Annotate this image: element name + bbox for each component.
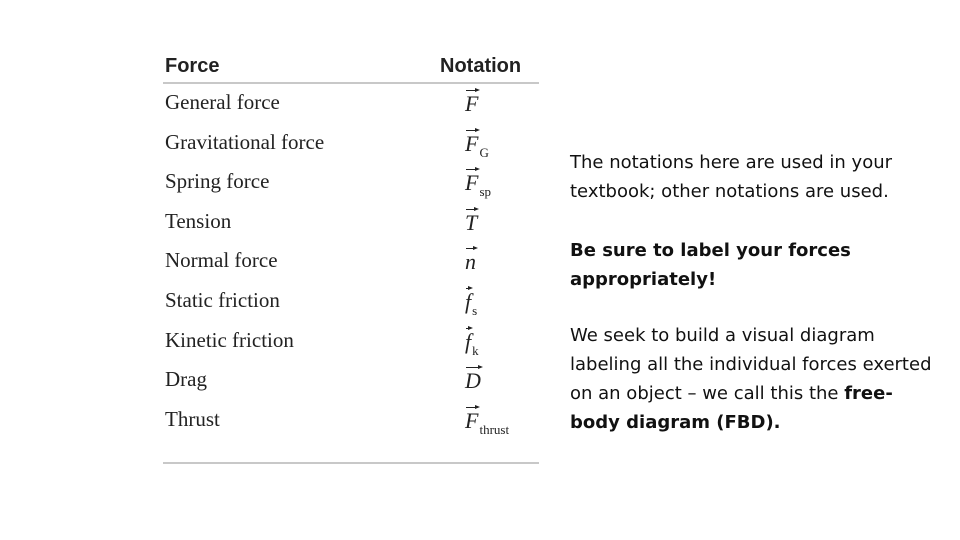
symbol-subscript: G [479,144,489,160]
force-name: Drag [165,367,207,392]
force-notation-table [163,52,539,440]
vector-arrow-icon [466,128,480,134]
vector-symbol: F [465,405,478,434]
force-name: General force [165,90,280,114]
vector-arrow-icon [466,88,480,94]
symbol-subscript: sp [479,184,492,200]
force-symbol [465,326,479,359]
table-header [163,52,539,84]
force-symbol [465,286,477,319]
vector-symbol: f [465,286,471,315]
vector-symbol: T [465,207,477,236]
force-symbol [465,128,489,161]
vector-symbol: F [465,128,478,157]
table-row [163,361,539,401]
force-name: Tension [165,208,232,233]
force-symbol [465,365,482,398]
force-name: Spring force [165,169,270,194]
vector-symbol: D [465,365,481,394]
force-symbol [465,246,477,279]
vector-symbol: f [465,326,471,355]
vector-arrow-icon [466,286,473,292]
table-row [163,203,539,243]
vector-arrow-icon [466,167,480,173]
table-row [163,124,539,164]
force-symbol [465,167,491,200]
symbol-subscript: s [472,302,478,318]
force-symbol [465,88,479,121]
table-row [163,163,539,203]
table-row [163,282,539,322]
symbol-subscript: k [472,342,479,358]
vector-arrow-icon [466,405,480,411]
table-row [163,84,539,124]
force-name: Gravitational force [165,129,325,154]
force-symbol [465,405,509,438]
fbd-description-text: We seek to build a visual diagram labeling all the individual forces exerted on an object – we call this the [570,325,932,404]
fbd-description [570,321,940,437]
header-notation: Notation [440,55,522,77]
force-name: Static friction [165,287,280,312]
vector-symbol: F [465,88,478,117]
vector-arrow-icon [466,246,478,252]
vector-arrow-icon [466,326,473,332]
table-bottom-rule [163,462,539,464]
symbol-subscript: thrust [479,421,510,437]
table-row [163,401,539,441]
force-name: Normal force [165,248,278,273]
table-row [163,242,539,282]
force-name: Kinetic friction [165,327,294,352]
fbd-term: free-body diagram (FBD). [570,383,893,433]
table-row [163,322,539,362]
force-symbol [465,207,478,240]
vector-arrow-icon [466,365,483,371]
vector-symbol: F [465,167,478,196]
notation-note: The notations here are used in your textbook; other notations are used. [570,152,893,202]
header-force: Force [165,55,220,77]
force-name: Thrust [165,406,220,431]
vector-arrow-icon [466,207,479,213]
vector-symbol: n [465,246,476,275]
label-reminder: Be sure to label your forces appropriately! [570,240,851,290]
